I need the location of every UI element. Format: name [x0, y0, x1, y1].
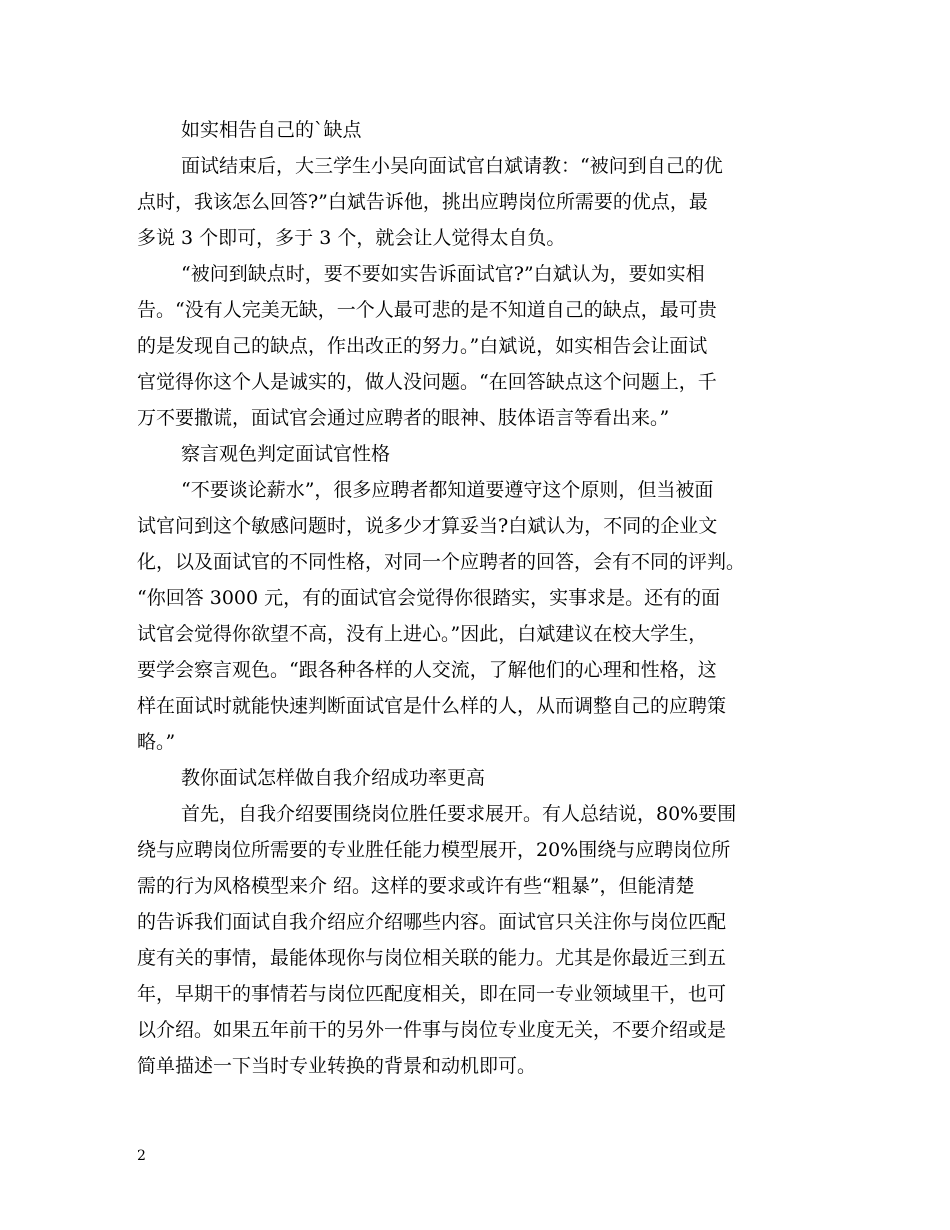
text-line: 年，早期干的事情若与岗位匹配度相关，即在同一专业领域里干，也可	[137, 983, 727, 1005]
text-line: 面试结束后，大三学生小吴向面试官白斌请教：“被问到自己的优	[181, 155, 723, 177]
text-line: “你回答 3000 元，有的面试官会觉得你很踏实，实事求是。还有的面	[137, 587, 721, 609]
text-line: “不要谈论薪水”，很多应聘者都知道要遵守这个原则，但当被面	[181, 479, 714, 501]
text-line: 试官问到这个敏感问题时，说多少才算妥当?白斌认为，不同的企业文	[137, 515, 718, 537]
text-line: 如实相告自己的`缺点	[181, 119, 362, 141]
text-line: 点时，我该怎么回答?”白斌告诉他，挑出应聘岗位所需要的优点，最	[137, 191, 708, 213]
text-line: 的是发现自己的缺点，作出改正的努力。”白斌说，如实相告会让面试	[137, 335, 708, 357]
text-line: 以介绍。如果五年前干的另外一件事与岗位专业度无关，不要介绍或是	[137, 1019, 727, 1041]
text-line: 教你面试怎样做自我介绍成功率更高	[181, 767, 486, 789]
text-line: 察言观色判定面试官性格	[181, 443, 391, 465]
text-line: 度有关的事情，最能体现你与岗位相关联的能力。尤其是你最近三到五	[137, 947, 727, 969]
text-line: 试官会觉得你欲望不高，没有上进心。”因此，白斌建议在校大学生，	[137, 623, 708, 645]
text-line: 略。”	[137, 731, 176, 753]
page-number: 2	[137, 1148, 146, 1164]
text-line: 绕与应聘岗位所需要的专业胜任能力模型展开，20%围绕与应聘岗位所	[137, 839, 731, 861]
text-line: 简单描述一下当时专业转换的背景和动机即可。	[137, 1055, 537, 1077]
text-line: “被问到缺点时，要不要如实告诉面试官?”白斌认为，要如实相	[181, 263, 705, 285]
text-line: 的告诉我们面试自我介绍应介绍哪些内容。面试官只关注你与岗位匹配	[137, 911, 727, 933]
text-line: 化，以及面试官的不同性格，对同一个应聘者的回答，会有不同的评判。	[137, 551, 746, 573]
document-body	[137, 112, 813, 1084]
text-line: 告。“没有人完美无缺，一个人最可悲的是不知道自己的缺点，最可贵	[137, 299, 717, 321]
text-line: 万不要撒谎，面试官会通过应聘者的眼神、肢体语言等看出来。”	[137, 407, 670, 429]
text-line: 首先，自我介绍要围绕岗位胜任要求展开。有人总结说，80%要围	[181, 803, 737, 825]
text-line: 需的行为风格模型来介 绍。这样的要求或许有些“粗暴”，但能清楚	[137, 875, 695, 897]
text-line: 要学会察言观色。“跟各种各样的人交流，了解他们的心理和性格，这	[137, 659, 717, 681]
text-line: 多说 3 个即可，多于 3 个，就会让人觉得太自负。	[137, 227, 566, 249]
text-line: 官觉得你这个人是诚实的，做人没问题。“在回答缺点这个问题上，千	[137, 371, 717, 393]
text-line: 样在面试时就能快速判断面试官是什么样的人，从而调整自己的应聘策	[137, 695, 727, 717]
